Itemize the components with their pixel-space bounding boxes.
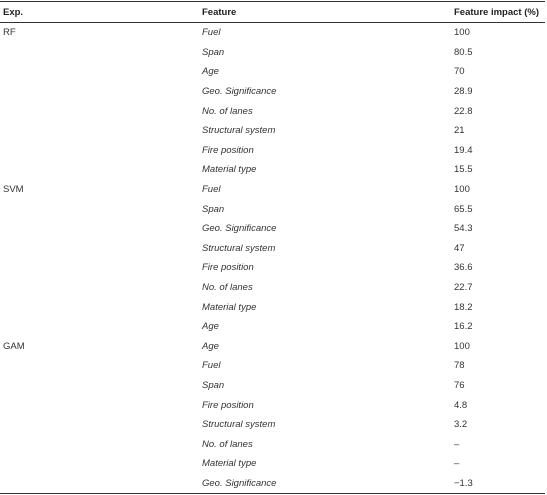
- table-row: [0, 317, 545, 337]
- cell-feature-impact: 36.6: [454, 262, 473, 274]
- table-row: [0, 356, 545, 376]
- cell-feature: Age: [202, 66, 219, 78]
- cell-feature: Span: [202, 46, 225, 58]
- cell-feature: No. of lanes: [202, 282, 253, 294]
- cell-exp: RF: [3, 27, 16, 39]
- cell-feature: No. of lanes: [202, 438, 253, 450]
- cell-feature-impact: 22.8: [454, 105, 473, 117]
- table-row: [0, 258, 545, 278]
- table-row: [0, 121, 545, 141]
- header-exp: Exp.: [0, 2, 202, 23]
- table-row: [0, 180, 545, 200]
- feature-impact-table: [0, 1, 545, 494]
- table-row: [0, 239, 545, 259]
- header-feature: Feature: [202, 2, 454, 23]
- cell-feature: Material type: [202, 164, 257, 176]
- cell-feature: Span: [202, 379, 225, 391]
- cell-feature-impact: 78: [454, 360, 465, 372]
- table-row: [0, 82, 545, 102]
- table-row: [0, 23, 545, 43]
- cell-feature: Age: [202, 340, 219, 352]
- table-row: [0, 62, 545, 82]
- cell-feature-impact: 28.9: [454, 86, 473, 98]
- cell-exp: [0, 160, 202, 180]
- cell-feature: Fuel: [202, 184, 221, 196]
- cell-exp: [0, 43, 202, 63]
- table-row: [0, 297, 545, 317]
- cell-feature: Structural system: [202, 242, 276, 254]
- cell-exp: [0, 434, 202, 454]
- cell-feature-impact: 22.7: [454, 282, 473, 294]
- cell-feature-impact: 80.5: [454, 46, 473, 58]
- cell-feature-impact: 18.2: [454, 301, 473, 313]
- cell-exp: SVM: [3, 184, 24, 196]
- cell-exp: [0, 395, 202, 415]
- cell-feature-impact: 19.4: [454, 144, 473, 156]
- cell-feature: No. of lanes: [202, 105, 253, 117]
- cell-feature-impact: 100: [454, 184, 470, 196]
- cell-feature: Fire position: [202, 262, 254, 274]
- cell-feature: Fire position: [202, 144, 254, 156]
- cell-feature: Structural system: [202, 125, 276, 137]
- cell-exp: [0, 356, 202, 376]
- cell-feature-impact: −1.3: [454, 474, 545, 494]
- cell-feature-impact: 3.2: [454, 419, 468, 431]
- cell-exp: [0, 278, 202, 298]
- cell-exp: [0, 454, 202, 474]
- cell-feature-impact: –: [454, 438, 460, 450]
- table-row: [0, 395, 545, 415]
- table-row: [0, 454, 545, 474]
- cell-feature-impact: 54.3: [454, 223, 473, 235]
- cell-feature-impact: 76: [454, 379, 465, 391]
- table-row: [0, 415, 545, 435]
- cell-exp: GAM: [3, 340, 25, 352]
- cell-exp: [0, 474, 202, 494]
- table-body: [0, 23, 545, 494]
- cell-exp: [0, 121, 202, 141]
- cell-exp: [0, 415, 202, 435]
- cell-feature-impact: 15.5: [454, 164, 473, 176]
- table-header: [0, 2, 545, 23]
- table-row: [0, 141, 545, 161]
- cell-feature: Geo. Significance: [202, 223, 277, 235]
- table-row: [0, 278, 545, 298]
- cell-feature: Span: [202, 203, 225, 215]
- table-row: [0, 337, 545, 357]
- cell-feature-impact: 4.8: [454, 399, 468, 411]
- cell-feature: Fuel: [202, 27, 221, 39]
- cell-exp: [0, 317, 202, 337]
- table-row: [0, 160, 545, 180]
- cell-feature-impact: 21: [454, 125, 465, 137]
- cell-feature: Material type: [202, 301, 257, 313]
- feature-impact-table-container: [0, 1, 547, 494]
- cell-exp: [0, 219, 202, 239]
- cell-exp: [0, 376, 202, 396]
- table-row: [0, 101, 545, 121]
- header-feature-impact: Feature impact (%): [454, 2, 545, 23]
- cell-feature: Structural system: [202, 419, 276, 431]
- cell-feature-impact: –: [454, 458, 460, 470]
- table-row: [0, 434, 545, 454]
- cell-exp: [0, 82, 202, 102]
- table-row: [0, 474, 545, 494]
- header-row: [0, 2, 545, 23]
- cell-feature-impact: 47: [454, 242, 465, 254]
- cell-feature: Material type: [202, 458, 257, 470]
- cell-feature-impact: 70: [454, 66, 465, 78]
- table-row: [0, 199, 545, 219]
- cell-feature: Fire position: [202, 399, 254, 411]
- cell-exp: [0, 258, 202, 278]
- cell-feature: Geo. Significance: [202, 86, 277, 98]
- cell-exp: [0, 101, 202, 121]
- cell-exp: [0, 199, 202, 219]
- cell-exp: [0, 141, 202, 161]
- cell-exp: [0, 297, 202, 317]
- cell-exp: [0, 62, 202, 82]
- cell-feature-impact: 100: [454, 340, 470, 352]
- cell-feature-impact: 65.5: [454, 203, 473, 215]
- table-row: [0, 219, 545, 239]
- cell-feature: Geo. Significance: [202, 474, 454, 494]
- table-row: [0, 43, 545, 63]
- cell-feature-impact: 100: [454, 27, 470, 39]
- cell-feature: Age: [202, 321, 219, 333]
- table-row: [0, 376, 545, 396]
- cell-feature: Fuel: [202, 360, 221, 372]
- cell-feature-impact: 16.2: [454, 321, 473, 333]
- cell-exp: [0, 239, 202, 259]
